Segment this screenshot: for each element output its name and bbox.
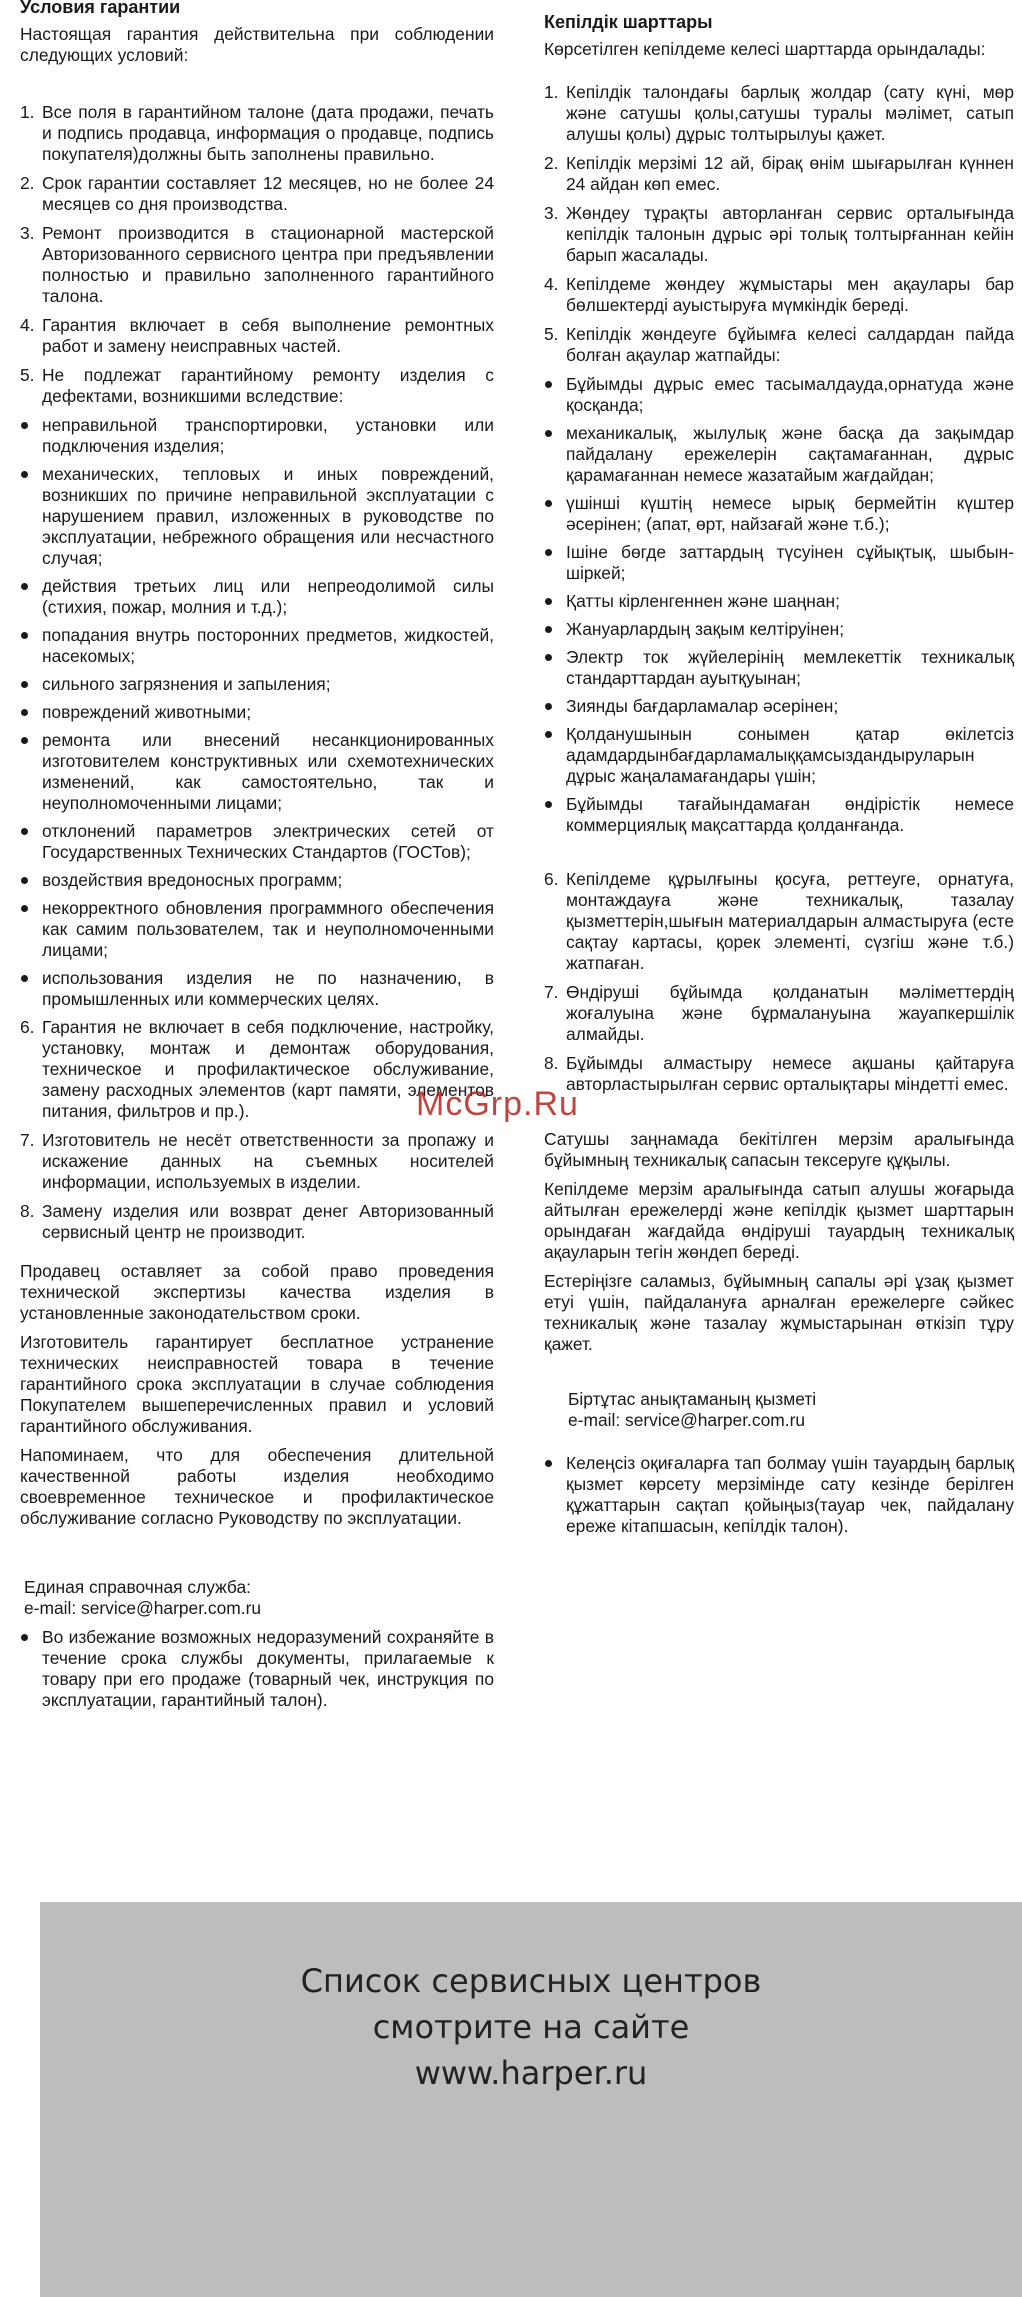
bullet-item: неправильной транспортировки, установки или подключения изделия; xyxy=(20,415,494,457)
bullet-icon xyxy=(20,898,42,961)
bullet-item: ремонта или внесений несанкционированных изготовителем конструктивных или схемотехнических изменений, как самостоятельно, так и неуполномоченными лицами; xyxy=(20,730,494,814)
bullet-icon xyxy=(544,591,566,612)
numbered-item: 2. Срок гарантии составляет 12 месяцев, но не более 24 месяцев со дня производства. xyxy=(20,173,494,214)
numbered-item: 1. Все поля в гарантийном талоне (дата продажи, печать и подпись продавца, информация о продавце, подпись покупателя)должны быть заполнены правильно. xyxy=(20,102,494,164)
bullet-icon xyxy=(544,794,566,836)
bullet-item: действия третьих лиц или непреодолимой силы (стихия, пожар, молния и т.д.); xyxy=(20,576,494,618)
ru-service-email[interactable]: e-mail: service@harper.com.ru xyxy=(24,1598,262,1618)
numbered-item: 7. Өндіруші бұйымда қолданатын мәліметтердің жоғалуына және бұрмалануына жауапкершілік алмайды. xyxy=(544,982,1014,1044)
kz-note-list xyxy=(544,1453,1014,1537)
numbered-item: 7. Изготовитель не несёт ответственности за пропажу и искажение данных на съемных носителей информации, используемых в изделии. xyxy=(20,1130,494,1192)
ru-note: Во избежание возможных недоразумений сохраняйте в течение срока службы документы, прилагаемые к товару при его продаже (товарный чек, инструкция по эксплуатации, гарантийный талон). xyxy=(20,1627,494,1711)
bullet-item: Электр ток жүйелерінің мемлекеттік техникалық стандарттардан ауытқуынан; xyxy=(544,647,1014,689)
bullet-item: некорректного обновления программного обеспечения как самим пользователем, так и неуполномоченными лицами; xyxy=(20,898,494,961)
numbered-item: 8. Замену изделия или возврат денег Авторизованный сервисный центр не производит. xyxy=(20,1201,494,1242)
numbered-item: 5. Кепілдік жөндеуге бұйымға келесі салдардан пайда болған ақаулар жатпайды: xyxy=(544,324,1014,365)
kz-service-name: Біртұтас анықтаманың қызметі xyxy=(568,1389,817,1409)
bullet-item: попадания внутрь посторонних предметов, жидкостей, насекомых; xyxy=(20,625,494,667)
bullet-item: механических, тепловых и иных повреждений, возникших по причине неправильной эксплуатации с нарушением правил, изложенных в руководстве по эксплуатации, небрежного обращения или несчастного случая; xyxy=(20,464,494,569)
bullet-item: Жануарлардың зақым келтіруінен; xyxy=(544,619,1014,640)
bullet-item: Зиянды бағдарламалар әсерінен; xyxy=(544,696,1014,717)
bullet-item: воздействия вредоносных программ; xyxy=(20,870,494,891)
banner-website[interactable]: www.harper.ru xyxy=(414,2054,648,2092)
bullet-icon xyxy=(544,647,566,689)
ru-paragraph-1: Продавец оставляет за собой право проведения технической экспертизы качества изделия в установленные законодательством сроки. xyxy=(20,1261,494,1323)
bullet-item: Бұйымды дұрыс емес тасымалдауда,орнатуда және қосқанда; xyxy=(544,374,1014,416)
banner-line-1: Список сервисных центров xyxy=(300,1962,762,2000)
bullet-icon xyxy=(544,542,566,584)
bullet-icon xyxy=(544,423,566,486)
watermark: McGrp.Ru xyxy=(416,1085,579,1123)
numbered-item: 3. Ремонт производится в стационарной мастерской Авторизованного сервисного центра при предъявлении полностью и правильно заполненного гарантийного талона. xyxy=(20,223,494,306)
kz-conditions-list xyxy=(544,82,1014,366)
bullet-item: отклонений параметров электрических сетей от Государственных Технических Стандартов (ГОСТов); xyxy=(20,821,494,863)
numbered-item: 4. Кепілдеме жөндеу жұмыстары мен ақаулары бар бөлшектерді ауыстыруға мүмкіндік береді. xyxy=(544,274,1014,315)
bullet-icon xyxy=(20,702,42,723)
bullet-item: использования изделия не по назначению, в промышленных или коммерческих целях. xyxy=(20,968,494,1010)
warranty-terms-ru xyxy=(20,0,494,1718)
bullet-icon xyxy=(544,619,566,640)
numbered-item: 6. Гарантия не включает в себя подключение, настройку, установку, монтаж и демонтаж оборудования, техническое и профилактическое обслуживание, замену расходных элементов (карт памяти, элементов питания, фильтров и пр.). xyxy=(20,1017,494,1121)
ru-note-list xyxy=(20,1627,494,1711)
bullet-item: механикалық, жылулық және басқа да зақымдар пайдалану ережелерін сақтамағаннан, дұрыс қарамағаннан немесе жазатайым жағдайдан; xyxy=(544,423,1014,486)
numbered-item: 5. Не подлежат гарантийному ремонту изделия с дефектами, возникшими вследствие: xyxy=(20,365,494,406)
ru-defects-list xyxy=(20,415,494,1010)
bullet-item: үшінші күштің немесе ырық бермейтін күштер әсерінен; (апат, өрт, найзағай және т.б.); xyxy=(544,493,1014,535)
numbered-item: 8. Бұйымды алмастыру немесе ақшаны қайтаруға авторластырылған сервис орталықтары міндетті емес. xyxy=(544,1053,1014,1094)
bullet-icon xyxy=(20,576,42,618)
kz-title: Кепілдік шарттары xyxy=(544,12,713,32)
banner-line-2: смотрите на сайте xyxy=(372,2008,690,2046)
kz-service-email[interactable]: e-mail: service@harper.com.ru xyxy=(568,1410,806,1430)
numbered-item: 6. Кепілдеме құрылғыны қосуға, реттеуге, орнатуға, монтаждауға және техникалық, тазалау қызметтерін,шығын материалдарын алмастыруға (есте сақтау картасы, қорек элементі, сүзгіш және т.б.) жатпаған. xyxy=(544,869,1014,973)
bullet-icon xyxy=(20,968,42,1010)
bullet-icon xyxy=(20,821,42,863)
bullet-icon xyxy=(544,493,566,535)
bullet-item: сильного загрязнения и запыления; xyxy=(20,674,494,695)
bullet-item: Қолданушынын сонымен қатар өкілетсіз адамдардынбағдарламалыққамсыздандыруларын дұрыс жаңаламағандары үшін; xyxy=(544,724,1014,787)
ru-service-contact xyxy=(20,1577,494,1619)
bullet-icon xyxy=(544,374,566,416)
bullet-item: Ішіне бөгде заттардың түсуінен сұйықтық, шыбын-шіркей; xyxy=(544,542,1014,584)
bullet-item: повреждений животными; xyxy=(20,702,494,723)
numbered-item: 4. Гарантия включает в себя выполнение ремонтных работ и замену неисправных частей. xyxy=(20,315,494,356)
ru-paragraph-3: Напоминаем, что для обеспечения длительной качественной работы изделия необходимо своевременное техническое и профилактическое обслуживание согласно Руководству по эксплуатации. xyxy=(20,1445,494,1528)
ru-title: Условия гарантии xyxy=(20,0,181,17)
ru-service-name: Единая справочная служба: xyxy=(24,1577,251,1597)
kz-note: Келеңсіз оқиғаларға тап болмау үшін тауардың барлық қызмет көрсету мерзімінде сату кезінде берілген құжаттарын сақтап қойыңыз(тауар чек, пайдалану ереже кітапшасын, кепілдік талон). xyxy=(544,1453,1014,1537)
kz-paragraph-3: Естеріңізге саламыз, бұйымның сапалы әрі ұзақ қызмет етуі үшін, пайдалануға арналған ережелерге сәйкес техникалық және тазалау жұмыстарынан өткізіп тұру қажет. xyxy=(544,1271,1014,1354)
kz-intro: Көрсетілген кепілдеме келесі шарттарда орындалады: xyxy=(544,39,986,59)
kz-conditions-list-2 xyxy=(544,869,1014,1095)
numbered-item: 2. Кепілдік мерзімі 12 ай, бірақ өнім шығарылған күннен 24 айдан көп емес. xyxy=(544,153,1014,194)
bullet-icon xyxy=(20,464,42,569)
ru-paragraph-2: Изготовитель гарантирует бесплатное устранение технических неисправностей товара в течение гарантийного срока эксплуатации в случае соблюдения Покупателем вышеперечисленных правил и условий гарантийного обслуживания. xyxy=(20,1332,494,1436)
bullet-icon xyxy=(20,870,42,891)
bullet-item: Бұйымды тағайындамаған өндірістік немесе коммерциялық мақсаттарда қолданғанда. xyxy=(544,794,1014,836)
bullet-icon xyxy=(20,674,42,695)
kz-service-contact xyxy=(544,1389,1014,1431)
kz-paragraph-2: Кепілдеме мерзім аралығында сатып алушы жоғарыда айтылған ережелерді және кепілдік қызмет шарттарын орындаған жағдайда өндіруші тауардың техникалық ақауларын тегін жөндеп береді. xyxy=(544,1179,1014,1262)
bullet-icon xyxy=(544,696,566,717)
numbered-item: 3. Жөндеу тұрақты авторланған сервис орталығында кепілдік талонын дұрыс әрі толық толтырғаннан кейін барып жасалады. xyxy=(544,203,1014,265)
ru-conditions-list xyxy=(20,102,494,407)
bullet-icon xyxy=(544,724,566,787)
bullet-icon xyxy=(20,730,42,814)
warranty-terms-kz xyxy=(544,12,1014,1544)
numbered-item: 1. Кепілдік талондағы барлық жолдар (сату күні, мөр және сатушы қолы,сатушы туралы мәлімет, сатып алушы қолы) дұрыс толтырылуы қажет. xyxy=(544,82,1014,144)
kz-paragraph-1: Сатушы заңнамада бекітілген мерзім аралығында бұйымның техникалық сапасын тексеруге құқылы. xyxy=(544,1129,1014,1170)
ru-conditions-list-2 xyxy=(20,1017,494,1243)
bullet-icon xyxy=(20,415,42,457)
bullet-item: Қатты кірленгеннен және шаңнан; xyxy=(544,591,1014,612)
ru-intro: Настоящая гарантия действительна при соблюдении следующих условий: xyxy=(20,24,494,65)
bullet-icon xyxy=(20,625,42,667)
kz-defects-list xyxy=(544,374,1014,836)
service-centers-banner xyxy=(40,1902,1022,2297)
